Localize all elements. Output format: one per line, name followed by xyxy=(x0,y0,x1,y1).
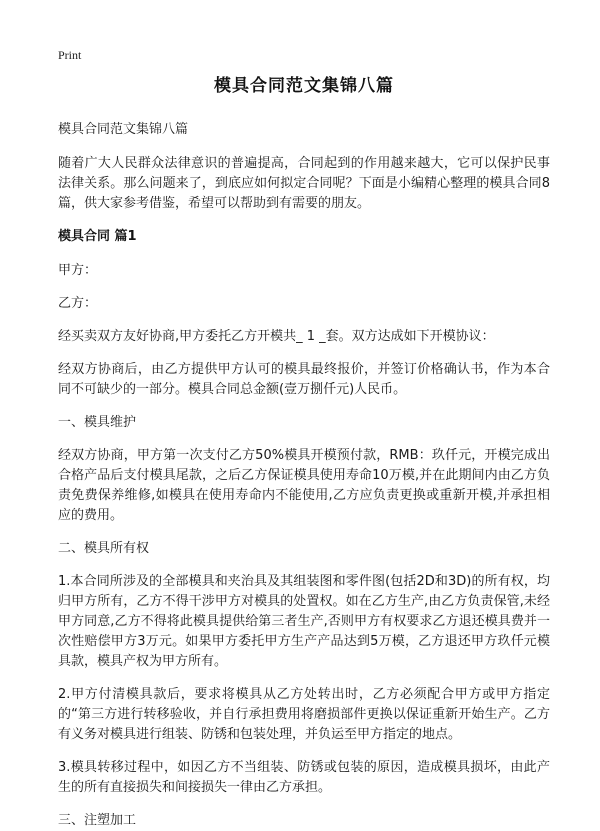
intro-paragraph: 随着广大人民群众法律意识的普遍提高，合同起到的作用越来越大，它可以保护民事法律关系。那么问题来了，到底应如何拟定合同呢？下面是小编精心整理的模具合同8篇，供大家参考借鉴，希望可以帮助到有需要的朋友。 xyxy=(58,156,550,211)
ownership-item-3: 3.模具转移过程中，如因乙方不当组装、防锈或包装的原因，造成模具损坏，由此产生的所有直接损失和间接损失一律由乙方承担。 xyxy=(58,760,550,795)
party-b-line: 乙方： xyxy=(58,296,98,311)
party-a-line: 甲方： xyxy=(58,263,98,278)
maintenance-paragraph: 经双方协商，甲方第一次支付乙方50%模具开模预付款，RMB：玖仟元，开模完成出合格产品后支付模具尾款，之后乙方保证模具使用寿命10万模,并在此期间内由乙方负责免费保养维修,如模具在使用寿命内不能使用,乙方应负责更换或重新开模,并承担相应的费用。 xyxy=(58,448,551,523)
ownership-item-2: 2.甲方付清模具款后，要求将模具从乙方处转出时，乙方必须配合甲方或甲方指定的“第三方进行转移验收，并自行承担费用将磨损部件更换以保证重新开始生产。乙方有义务对模具进行组装、防锈和包装处理，并负运至甲方指定的地点。 xyxy=(58,687,550,742)
print-label[interactable]: Print xyxy=(58,48,82,62)
ownership-item-1: 1.本合同所涉及的全部模具和夹治具及其组装图和零件图(包括2D和3D)的所有权，均归甲方所有，乙方不得干涉甲方对模具的处置权。如在乙方生产,由乙方负责保管,未经甲方同意,乙方不得将此模具提供给第三者生产,否则甲方有权要求乙方退还模具费并一次性赔偿甲方3万元。如果甲方委托甲方生产产品达到5万模，乙方退还甲方玖仟元模具款，模具产权为甲方所有。 xyxy=(58,574,550,669)
clause-heading-injection: 三、注塑加工 xyxy=(58,813,137,828)
document-title: 模具合同范文集锦八篇 xyxy=(214,76,394,96)
price-paragraph: 经双方协商后，由乙方提供甲方认可的模具最终报价，并签订价格确认书，作为本合同不可缺少的一部分。模具合同总金额(壹万捌仟元)人民币。 xyxy=(58,362,550,397)
clause-heading-maintenance: 一、模具维护 xyxy=(58,415,137,430)
agreement-paragraph: 经买卖双方友好协商,甲方委托乙方开模共_ 1 _套。双方达成如下开模协议： xyxy=(58,329,495,344)
clause-heading-ownership: 二、模具所有权 xyxy=(58,541,150,556)
section-heading: 模具合同 篇1 xyxy=(58,229,137,244)
document-subtitle: 模具合同范文集锦八篇 xyxy=(58,122,189,137)
